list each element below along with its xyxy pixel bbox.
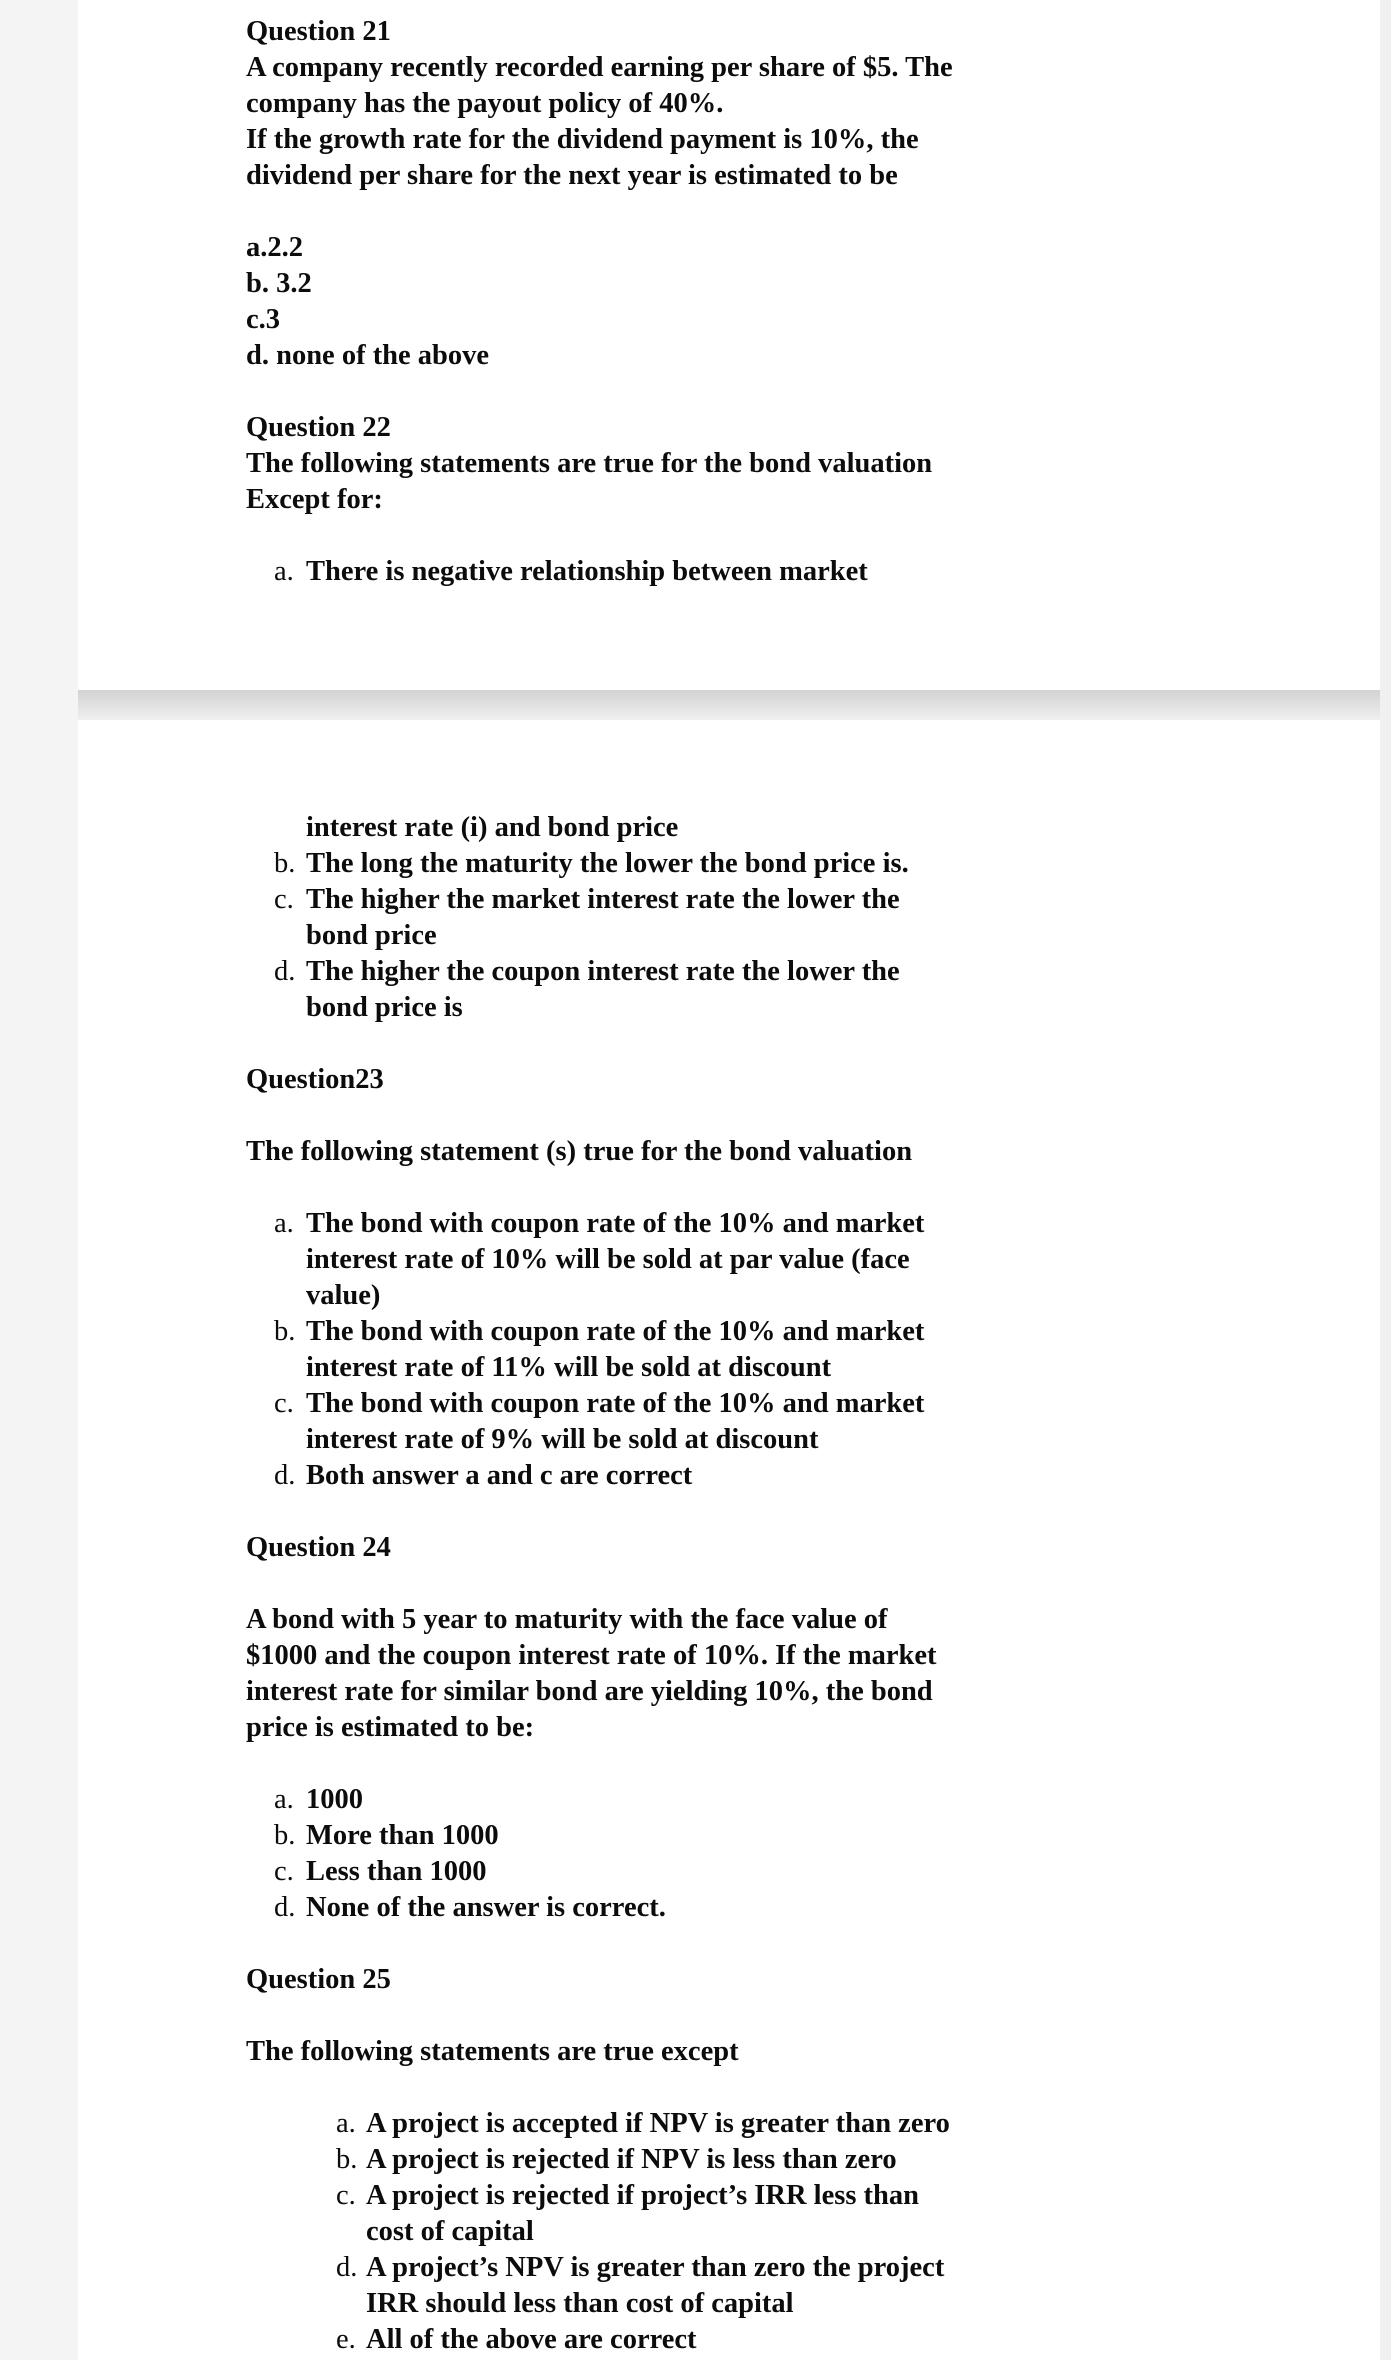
- option-letter: a.: [336, 2108, 356, 2139]
- option-text-continued: interest rate of 11% will be sold at discount: [306, 1352, 832, 1383]
- option-text: More than 1000: [306, 1820, 499, 1851]
- question-22-option-a-continued: interest rate (i) and bond price: [306, 812, 679, 843]
- option-letter: d.: [274, 956, 296, 987]
- question-23-option-a[interactable]: [274, 1206, 924, 1242]
- question-21-text-line: If the growth rate for the dividend payment is 10%, the: [246, 124, 919, 155]
- option-text: A project is rejected if NPV is less than zero: [366, 2144, 897, 2175]
- question-21-option-d[interactable]: d. none of the above: [246, 340, 490, 371]
- question-24-text-line: price is estimated to be:: [246, 1712, 535, 1743]
- question-21-text-line: A company recently recorded earning per share of $5. The: [246, 52, 953, 83]
- question-24-option-d[interactable]: [274, 1890, 666, 1926]
- question-22-option-b[interactable]: [274, 846, 909, 882]
- option-text-continued: bond price is: [306, 992, 463, 1023]
- option-letter: c.: [274, 1856, 294, 1887]
- document-page-1: [78, 0, 1380, 690]
- option-letter: d.: [336, 2252, 358, 2283]
- option-letter: a.: [274, 1208, 294, 1239]
- option-letter: b.: [274, 1820, 296, 1851]
- option-text-continued: IRR should less than cost of capital: [366, 2288, 794, 2319]
- question-24-title: Question 24: [246, 1532, 391, 1563]
- question-21-option-c[interactable]: c.3: [246, 304, 281, 335]
- question-25-option-e[interactable]: [336, 2322, 697, 2358]
- option-text: 1000: [306, 1784, 363, 1815]
- option-text-continued: cost of capital: [366, 2216, 534, 2247]
- document-page-2: [78, 720, 1380, 2360]
- question-22-title: Question 22: [246, 412, 391, 443]
- option-letter: b.: [336, 2144, 358, 2175]
- question-21-text-line: dividend per share for the next year is estimated to be: [246, 160, 898, 191]
- question-25-title: Question 25: [246, 1964, 391, 1995]
- question-22-option-d[interactable]: [274, 954, 900, 990]
- option-text: The higher the market interest rate the lower the: [306, 884, 900, 915]
- left-margin: [0, 0, 78, 2360]
- question-25-option-d[interactable]: [336, 2250, 944, 2286]
- question-25-option-c[interactable]: [336, 2178, 919, 2214]
- question-23-option-c[interactable]: [274, 1386, 924, 1422]
- question-25-option-b[interactable]: [336, 2142, 897, 2178]
- right-margin: [1380, 0, 1391, 2360]
- question-23-stem: The following statement (s) true for the bond valuation: [246, 1136, 913, 1167]
- option-text: The bond with coupon rate of the 10% and market: [306, 1388, 925, 1419]
- option-text-continued: interest rate of 9% will be sold at discount: [306, 1424, 819, 1455]
- option-text: A project is rejected if project’s IRR less than: [366, 2180, 919, 2211]
- option-text: Both answer a and c are correct: [306, 1460, 693, 1491]
- question-24-text-line: interest rate for similar bond are yielding 10%, the bond: [246, 1676, 933, 1707]
- question-24-option-b[interactable]: [274, 1818, 499, 1854]
- option-text: Less than 1000: [306, 1856, 487, 1887]
- option-text-continued: value): [306, 1280, 381, 1311]
- question-24-option-a[interactable]: [274, 1782, 363, 1818]
- option-letter: b.: [274, 848, 296, 879]
- option-letter: d.: [274, 1892, 296, 1923]
- option-text: The bond with coupon rate of the 10% and market: [306, 1316, 925, 1347]
- question-23-option-d[interactable]: [274, 1458, 692, 1494]
- option-text-continued: interest rate of 10% will be sold at par value (face: [306, 1244, 910, 1275]
- option-letter: d.: [274, 1460, 296, 1491]
- question-24-option-c[interactable]: [274, 1854, 487, 1890]
- question-22-text-line: Except for:: [246, 484, 383, 515]
- option-letter: e.: [336, 2324, 356, 2355]
- question-22-text-line: The following statements are true for the bond valuation: [246, 448, 933, 479]
- option-text: A project is accepted if NPV is greater than zero: [366, 2108, 950, 2139]
- option-text: The long the maturity the lower the bond price is.: [306, 848, 909, 879]
- option-letter: a.: [274, 1784, 294, 1815]
- option-text: The bond with coupon rate of the 10% and market: [306, 1208, 925, 1239]
- question-21-option-a[interactable]: a.2.2: [246, 232, 303, 263]
- question-21-title: Question 21: [246, 16, 391, 47]
- option-letter: c.: [336, 2180, 356, 2211]
- question-22-option-c[interactable]: [274, 882, 900, 918]
- question-23-title: Question23: [246, 1064, 384, 1095]
- question-21-option-b[interactable]: b. 3.2: [246, 268, 312, 299]
- option-text: The higher the coupon interest rate the lower the: [306, 956, 900, 987]
- question-23-option-b[interactable]: [274, 1314, 924, 1350]
- option-letter: b.: [274, 1316, 296, 1347]
- question-21-text-line: company has the payout policy of 40%.: [246, 88, 724, 119]
- option-text: All of the above are correct: [366, 2324, 697, 2355]
- option-text: There is negative relationship between market: [306, 556, 868, 587]
- option-text: A project’s NPV is greater than zero the project: [366, 2252, 945, 2283]
- page-break: [78, 690, 1380, 720]
- option-letter: c.: [274, 884, 294, 915]
- option-text: None of the answer is correct.: [306, 1892, 666, 1923]
- option-text-continued: bond price: [306, 920, 437, 951]
- question-24-text-line: $1000 and the coupon interest rate of 10%. If the market: [246, 1640, 937, 1671]
- question-24-text-line: A bond with 5 year to maturity with the face value of: [246, 1604, 888, 1635]
- question-25-option-a[interactable]: [336, 2106, 950, 2142]
- option-letter: a.: [274, 556, 294, 587]
- question-22-option-a[interactable]: [274, 554, 868, 590]
- question-25-stem: The following statements are true except: [246, 2036, 739, 2067]
- option-letter: c.: [274, 1388, 294, 1419]
